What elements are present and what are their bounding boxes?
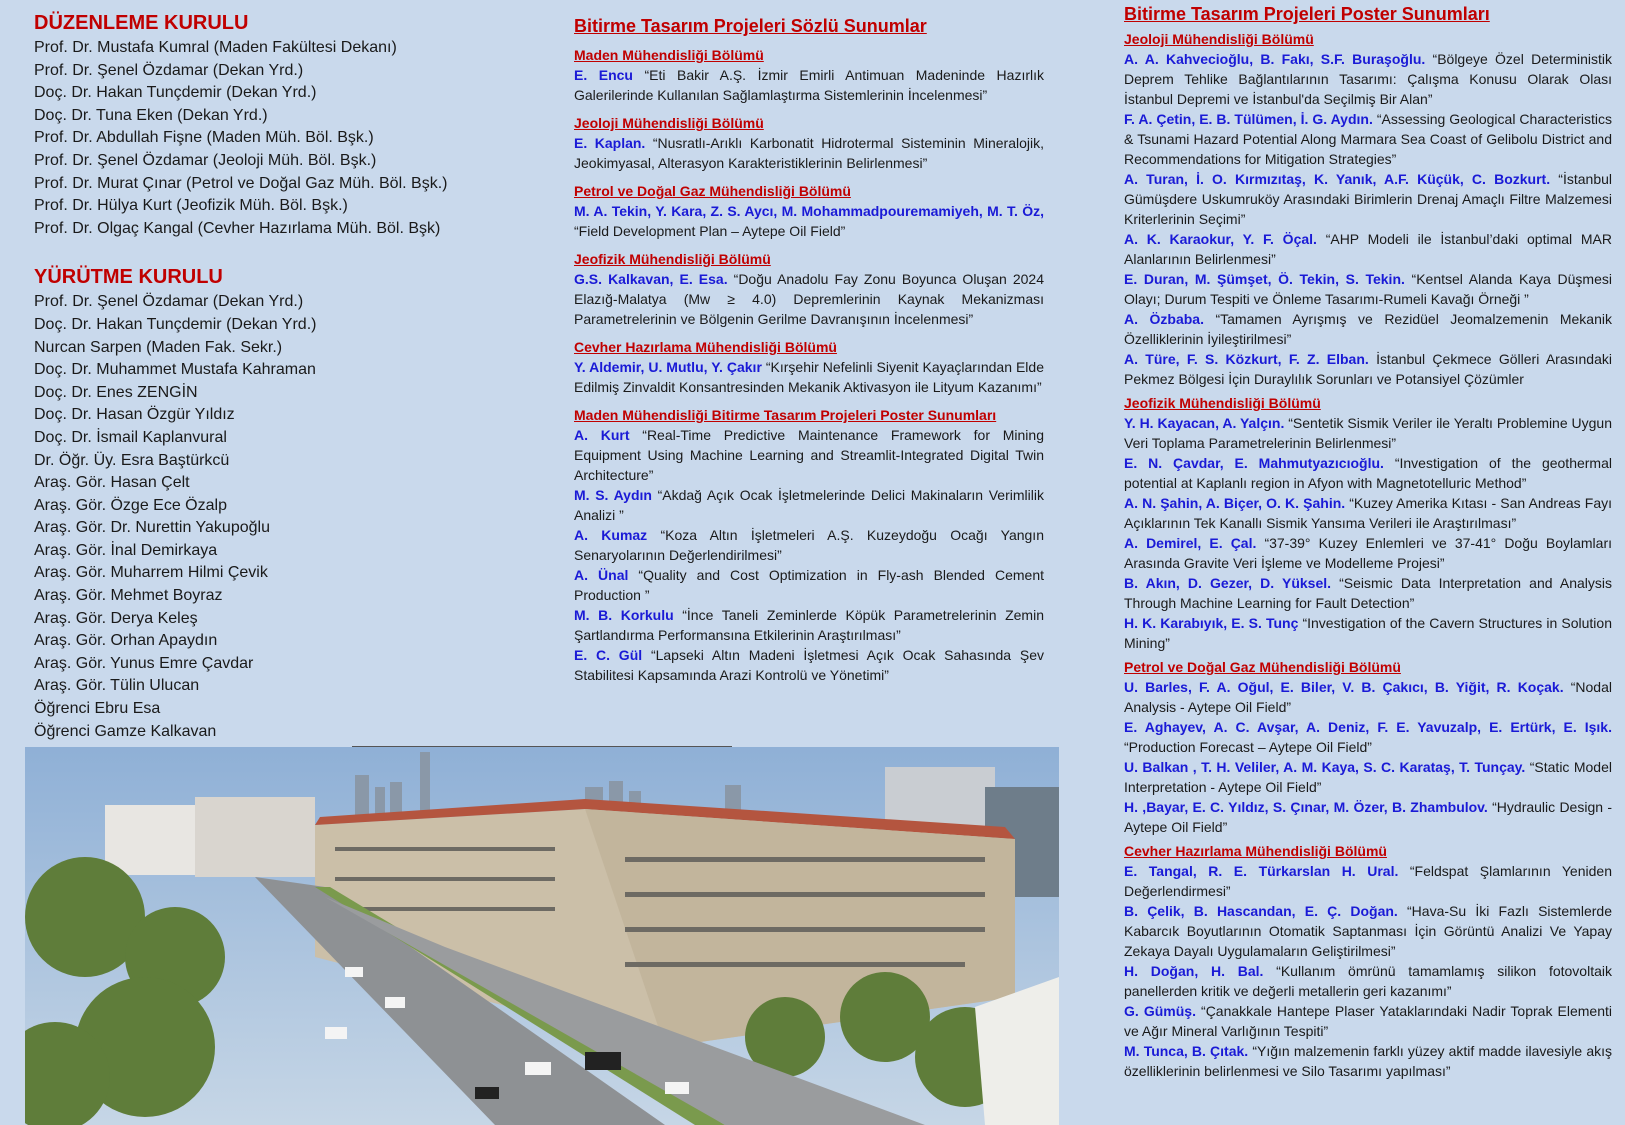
presentation-authors: F. A. Çetin, E. B. Tülümen, İ. G. Aydın. — [1124, 111, 1373, 127]
committee-member: Doç. Dr. Hakan Tunçdemir (Dekan Yrd.) — [34, 84, 317, 102]
presentation-entry — [1124, 901, 1612, 961]
organizing-committee-list — [34, 37, 554, 240]
committee-member: Araş. Gör. Muharrem Hilmi Çevik — [34, 564, 268, 582]
presentation-authors: A. Türe, F. S. Közkurt, F. Z. Elban. — [1124, 351, 1369, 367]
presentation-entry — [1124, 613, 1612, 653]
presentation-title: “Sentetik Sismik Veriler ile Yeraltı Problemine Uygun Veri Toplama Parametrelerinin Belirlenmesi” — [1124, 415, 1612, 451]
presentation-authors: E. Aghayev, A. C. Avşar, A. Deniz, F. E. Yavuzalp, E. Ertürk, E. Işık. — [1124, 719, 1612, 735]
presentation-title: “Kullanım ömrünü tamamlamış silikon fotovoltaik panellerden kritik ve değerli metallerin geri kazanımı” — [1124, 963, 1612, 999]
oral-sections — [574, 47, 1044, 685]
committee-member: Doç. Dr. Tuna Eken (Dekan Yrd.) — [34, 106, 268, 124]
committees-column — [34, 12, 554, 743]
presentation-title: “Kırşehir Nefelinli Siyenit Kayaçlarından Elde Edilmiş Zinvaldit Konsantresinden Mekanik Aktivasyon ile Lityum Kazanımı” — [574, 359, 1044, 395]
presentation-title: “İnce Taneli Zeminlerde Köpük Parametrelerinin Zemin Şartlandırma Performansına Etkilerinin Araştırılması” — [574, 607, 1044, 643]
presentation-authors: E. Duran, M. Şümşet, Ö. Tekin, S. Tekin. — [1124, 271, 1405, 287]
presentation-authors: U. Barles, F. A. Oğul, E. Biler, V. B. Çakıcı, B. Yiğit, R. Koçak. — [1124, 679, 1564, 695]
committee-member: Araş. Gör. Hasan Çelt — [34, 474, 190, 492]
committee-member: Öğrenci Gamze Kalkavan — [34, 722, 217, 740]
presentation-entry — [574, 201, 1044, 241]
presentation-authors: A. K. Karaokur, Y. F. Öçal. — [1124, 231, 1317, 247]
presentation-entry — [574, 525, 1044, 565]
presentation-entry — [574, 357, 1044, 397]
presentation-title: “Investigation of the geothermal potential at Kaplanlı region in Afyon with Magnetotelluric Method” — [1124, 455, 1612, 491]
committee-member: Araş. Gör. Dr. Nurettin Yakupoğlu — [34, 519, 270, 537]
presentation-title: “Koza Altın İşletmeleri A.Ş. Kuzeydoğu Ocağı Yangın Senaryolarının Değerlendirilmesi” — [574, 527, 1044, 563]
presentation-authors: H. K. Karabıyık, E. S. Tunç — [1124, 615, 1299, 631]
presentation-authors: M. B. Korkulu — [574, 607, 674, 623]
department-heading: Jeofizik Mühendisliği Bölümü — [1124, 395, 1321, 411]
presentation-entry — [1124, 349, 1612, 389]
presentation-entry — [574, 269, 1044, 329]
department-heading: Petrol ve Doğal Gaz Mühendisliği Bölümü — [1124, 659, 1401, 675]
presentation-authors: E. Encu — [574, 67, 633, 83]
presentation-entry — [1124, 109, 1612, 169]
presentation-authors: A. Demirel, E. Çal. — [1124, 535, 1257, 551]
presentation-entry — [574, 645, 1044, 685]
committee-member: Doç. Dr. Hakan Tunçdemir (Dekan Yrd.) — [34, 315, 317, 333]
committee-member: Prof. Dr. Hülya Kurt (Jeofizik Müh. Böl. Bşk.) — [34, 197, 348, 215]
executive-committee-list — [34, 291, 554, 743]
presentation-authors: M. Tunca, B. Çıtak. — [1124, 1043, 1249, 1059]
presentation-authors: B. Çelik, B. Hascandan, E. Ç. Doğan. — [1124, 903, 1398, 919]
presentation-title: “Investigation of the Cavern Structures in Solution Mining” — [1124, 615, 1612, 651]
department-heading: Petrol ve Doğal Gaz Mühendisliği Bölümü — [574, 183, 851, 199]
presentation-title: “Nodal Analysis - Aytepe Oil Field” — [1124, 679, 1612, 715]
committee-member: Doç. Dr. Enes ZENGİN — [34, 383, 198, 401]
presentation-title: “Quality and Cost Optimization in Fly-ash Blended Cement Production ” — [574, 567, 1044, 603]
campus-building-illustration — [25, 747, 1059, 1125]
presentation-authors: E. N. Çavdar, E. Mahmutyazıcıoğlu. — [1124, 455, 1384, 471]
presentation-entry — [1124, 169, 1612, 229]
presentation-authors: A. Turan, İ. O. Kırmızıtaş, K. Yanık, A.F. Küçük, C. Bozkurt. — [1124, 171, 1551, 187]
presentation-title: “AHP Modeli ile İstanbul’daki optimal MAR Alanlarının Belirlenmesi” — [1124, 231, 1612, 267]
committee-member: Prof. Dr. Şenel Özdamar (Dekan Yrd.) — [34, 61, 304, 79]
presentation-title: “Field Development Plan – Aytepe Oil Field” — [574, 223, 846, 239]
presentation-title: “Eti Bakir A.Ş. İzmir Emirli Antimuan Madeninde Hazırlık Galerilerinde Kullanılan Sağlamlaştırma Sistemlerinin İncelenmesi” — [574, 67, 1044, 103]
presentation-title: “Kentsel Alanda Kaya Düşmesi Olayı; Durum Tespiti ve Önleme Tasarımı-Rumeli Kavağı Örneği ” — [1124, 271, 1612, 307]
presentation-authors: U. Balkan , T. H. Veliler, A. M. Kaya, S. C. Karataş, T. Tunçay. — [1124, 759, 1526, 775]
committee-member: Prof. Dr. Olgaç Kangal (Cevher Hazırlama Müh. Böl. Bşk) — [34, 219, 441, 237]
presentation-authors: Y. Aldemir, U. Mutlu, Y. Çakır — [574, 359, 762, 375]
presentation-authors: H. Doğan, H. Bal. — [1124, 963, 1264, 979]
presentation-authors: M. S. Aydın — [574, 487, 652, 503]
presentation-entry — [574, 425, 1044, 485]
presentation-authors: A. N. Şahin, A. Biçer, O. K. Şahin. — [1124, 495, 1346, 511]
presentation-entry — [1124, 269, 1612, 309]
presentation-authors: G.S. Kalkavan, E. Esa. — [574, 271, 728, 287]
department-heading: Cevher Hazırlama Mühendisliği Bölümü — [1124, 843, 1387, 859]
presentation-title: İstanbul Çekmece Gölleri Arasındaki Pekmez Bölgesi İçin Duraylılık Sorunları ve Potansiyel Çözümler — [1124, 351, 1612, 387]
committee-member: Doç. Dr. İsmail Kaplanvural — [34, 428, 227, 446]
presentation-entry — [1124, 717, 1612, 757]
presentation-authors: E. Kaplan. — [574, 135, 646, 151]
presentation-title: “Bölgeye Özel Deterministik Deprem Tehlike Bağlantılarının Tasarımı: Çalışma Konusu Olarak Olası İstanbul Depremi ve İstanbul'da Seçilmiş Bir Alan” — [1124, 51, 1612, 107]
presentation-authors: M. A. Tekin, Y. Kara, Z. S. Aycı, M. Mohammadpouremamiyeh, M. T. Öz, — [574, 203, 1044, 219]
presentation-authors: A. Kumaz — [574, 527, 648, 543]
oral-presentations-column — [574, 16, 1044, 685]
poster-sections — [1124, 31, 1612, 1081]
committee-member: Araş. Gör. İnal Demirkaya — [34, 541, 218, 559]
presentation-title: “Real-Time Predictive Maintenance Framework for Mining Equipment Using Machine Learning and Streamlit-Integrated Digital Twin Architecture” — [574, 427, 1044, 483]
committee-member: Prof. Dr. Abdullah Fişne (Maden Müh. Böl. Bşk.) — [34, 129, 374, 147]
poster-presentations-title: Bitirme Tasarım Projeleri Poster Sunumları — [1124, 4, 1490, 24]
presentation-authors: Y. H. Kayacan, A. Yalçın. — [1124, 415, 1285, 431]
committee-member: Araş. Gör. Orhan Apaydın — [34, 632, 218, 650]
presentation-authors: H. ,Bayar, E. C. Yıldız, S. Çınar, M. Özer, B. Zhambulov. — [1124, 799, 1488, 815]
committee-member: Araş. Gör. Özge Ece Özalp — [34, 496, 227, 514]
presentation-title: “Hydraulic Design - Aytepe Oil Field” — [1124, 799, 1612, 835]
presentation-title: “Assessing Geological Characteristics & Tsunami Hazard Potential Along Marmara Sea Coast of Gelibolu District and Recommendations for Mitigation Strategies” — [1124, 111, 1613, 167]
presentation-entry — [1124, 229, 1612, 269]
committee-member: Doç. Dr. Muhammet Mustafa Kahraman — [34, 361, 316, 379]
presentation-title: “Doğu Anadolu Fay Zonu Boyunca Oluşan 2024 Elazığ-Malatya (Mw ≥ 4.0) Depremlerinin Kaynak Mekanizması Parametrelerinin ve Bölgenin Gerilme Davranışının İncelenmesi” — [574, 271, 1044, 327]
presentation-authors: A. Özbaba. — [1124, 311, 1204, 327]
committee-member: Dr. Öğr. Üy. Esra Baştürkcü — [34, 451, 230, 469]
presentation-entry — [1124, 453, 1612, 493]
presentation-entry — [574, 565, 1044, 605]
presentation-entry — [1124, 533, 1612, 573]
presentation-title: “Kuzey Amerika Kıtası - San Andreas Fayı Açıklarının Tek Kanallı Sismik Yansıma Verileri ile Araştırılması” — [1124, 495, 1613, 531]
oral-presentations-title: Bitirme Tasarım Projeleri Sözlü Sunumlar — [574, 16, 927, 36]
committee-member: Prof. Dr. Şenel Özdamar (Dekan Yrd.) — [34, 293, 304, 311]
poster-presentations-column — [1124, 4, 1612, 1081]
executive-committee-title: YÜRÜTME KURULU — [34, 266, 223, 289]
committee-member: Araş. Gör. Derya Keleş — [34, 609, 198, 627]
department-heading: Maden Mühendisliği Bölümü — [574, 47, 764, 63]
committee-member: Araş. Gör. Yunus Emre Çavdar — [34, 654, 254, 672]
presentation-entry — [574, 133, 1044, 173]
department-heading: Jeoloji Mühendisliği Bölümü — [574, 115, 764, 131]
presentation-entry — [1124, 797, 1612, 837]
department-heading: Jeoloji Mühendisliği Bölümü — [1124, 31, 1314, 47]
presentation-entry — [1124, 861, 1612, 901]
presentation-entry — [1124, 573, 1612, 613]
presentation-entry — [1124, 757, 1612, 797]
committee-member: Araş. Gör. Tülin Ulucan — [34, 677, 200, 695]
presentation-entry — [574, 65, 1044, 105]
presentation-title: “İstanbul Gümüşdere Uskumruköy Arasındaki Birimlerin Drenaj Amaçlı Filtre Malzemesi Kriterlerinin Seçimi” — [1124, 171, 1612, 227]
presentation-title: “Akdağ Açık Ocak İşletmelerinde Delici Makinaların Verimlilik Analizi ” — [574, 487, 1044, 523]
presentation-title: “Hava-Su İki Fazlı Sistemlerde Kabarcık Boyutlarının Otomatik Saptanması İçin Görüntü Analizi Ve Yapay Zekaya Dayalı Uygulamaların Geliştirilmesi” — [1124, 903, 1612, 959]
presentation-entry — [574, 485, 1044, 525]
presentation-authors: E. C. Gül — [574, 647, 643, 663]
committee-member: Prof. Dr. Mustafa Kumral (Maden Fakültesi Dekanı) — [34, 39, 397, 56]
presentation-title: “Feldspat Şlamlarının Yeniden Değerlendirmesi” — [1124, 863, 1612, 899]
presentation-entry — [1124, 49, 1612, 109]
presentation-authors: A. Kurt — [574, 427, 630, 443]
presentation-entry — [1124, 309, 1612, 349]
department-heading: Cevher Hazırlama Mühendisliği Bölümü — [574, 339, 837, 355]
presentation-title: “Çanakkale Hantepe Plaser Yataklarındaki Nadir Toprak Elementi ve Ağır Mineral Varlığının Tespiti” — [1124, 1003, 1612, 1039]
committee-member: Öğrenci Ebru Esa — [34, 700, 161, 718]
presentation-title: “Production Forecast – Aytepe Oil Field” — [1124, 739, 1372, 755]
presentation-entry — [1124, 1001, 1612, 1041]
presentation-title: “Lapseki Altın Madeni İşletmesi Açık Ocak Sahasında Şev Stabilitesi Kapsamında Arazi Kontrolü ve Yönetimi” — [574, 647, 1044, 683]
presentation-entry — [1124, 677, 1612, 717]
committee-member: Araş. Gör. Mehmet Boyraz — [34, 587, 223, 605]
presentation-authors: B. Akın, D. Gezer, D. Yüksel. — [1124, 575, 1332, 591]
committee-member: Nurcan Sarpen (Maden Fak. Sekr.) — [34, 338, 283, 356]
committee-member: Doç. Dr. Hasan Özgür Yıldız — [34, 406, 235, 424]
presentation-title: “Seismic Data Interpretation and Analysis Through Machine Learning for Fault Detection” — [1124, 575, 1612, 611]
presentation-title: “Yığın malzemenin farklı yüzey aktif madde ilavesiyle akış özelliklerinin belirlenmesi ve Silo Tasarımı yapılması” — [1124, 1043, 1612, 1079]
department-heading: Maden Mühendisliği Bitirme Tasarım Projeleri Poster Sunumları — [574, 407, 997, 423]
organizing-committee-title: DÜZENLEME KURULU — [34, 12, 249, 34]
presentation-authors: A. A. Kahvecioğlu, B. Fakı, S.F. Buraşoğlu. — [1124, 51, 1426, 67]
presentation-title: “Static Model Interpretation - Aytepe Oil Field” — [1124, 759, 1612, 795]
presentation-entry — [1124, 961, 1612, 1001]
presentation-authors: G. Gümüş. — [1124, 1003, 1196, 1019]
presentation-title: “Tamamen Ayrışmış ve Rezidüel Jeomalzemenin Mekanik Özelliklerinin İyileştirilmesi” — [1124, 311, 1612, 347]
campus-building-photo — [25, 747, 1059, 1125]
presentation-authors: E. Tangal, R. E. Türkarslan H. Ural. — [1124, 863, 1399, 879]
presentation-authors: A. Ünal — [574, 567, 629, 583]
presentation-entry — [574, 605, 1044, 645]
presentation-title: “Nusratlı-Arıklı Karbonatit Hidrotermal Sisteminin Mineralojik, Jeokimyasal, Alterasyon Karakteristiklerinin Belirlenmesi” — [574, 135, 1044, 171]
department-heading: Jeofizik Mühendisliği Bölümü — [574, 251, 771, 267]
presentation-entry — [1124, 493, 1612, 533]
presentation-entry — [1124, 1041, 1612, 1081]
presentation-entry — [1124, 413, 1612, 453]
committee-member: Prof. Dr. Şenel Özdamar (Jeoloji Müh. Böl. Bşk.) — [34, 151, 377, 169]
committee-member: Prof. Dr. Murat Çınar (Petrol ve Doğal Gaz Müh. Böl. Bşk.) — [34, 174, 448, 192]
presentation-title: “37-39° Kuzey Enlemleri ve 37-41° Doğu Boylamları Arasında Gravite Veri İşleme ve Modelleme Projesi” — [1124, 535, 1612, 571]
